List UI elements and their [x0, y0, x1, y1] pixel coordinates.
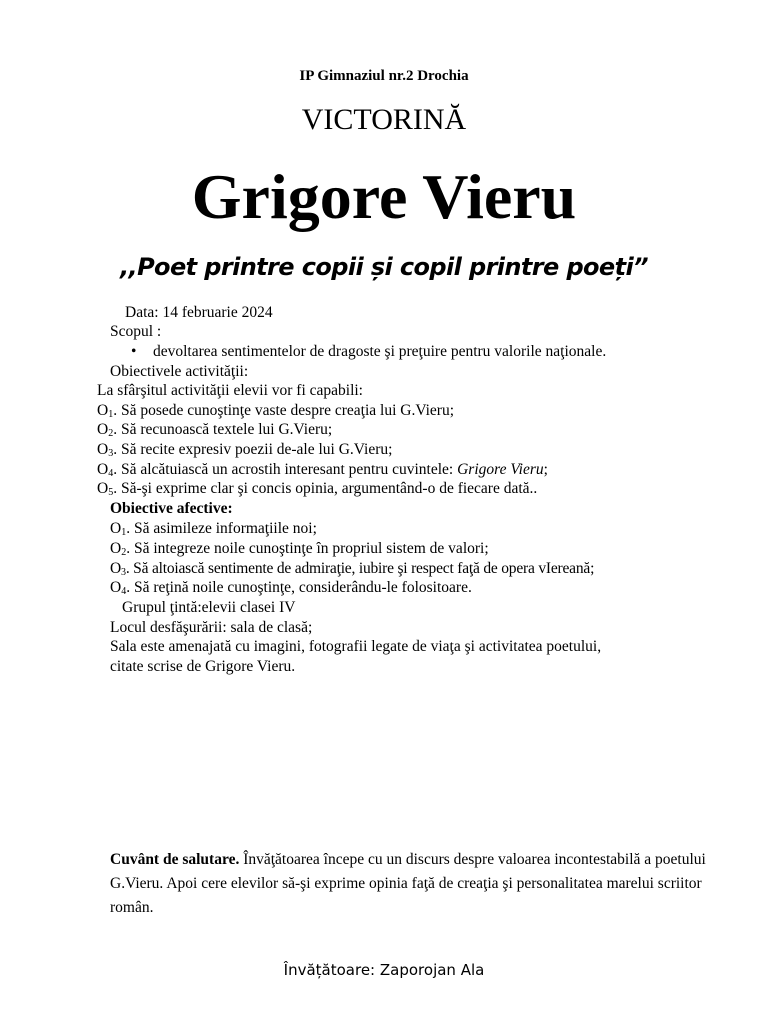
room-description-2: citate scrise de Grigore Vieru. — [110, 658, 296, 675]
objectives-label: Obiectivele activităţii: — [110, 363, 249, 380]
objective-mark: O — [97, 461, 109, 478]
objective-text: . Să integreze noile cunoştinţe în propriul sistem de valori; — [126, 540, 489, 557]
objective-mark: O — [110, 540, 122, 557]
date-line: Data: 14 februarie 2024 — [125, 304, 273, 321]
objective-5 — [97, 479, 537, 498]
bullet-icon: • — [131, 343, 137, 360]
objective-num: 1 — [121, 527, 127, 538]
room-description-1: Sala este amenajată cu imagini, fotografii legate de viaţa şi activitatea poetului, — [110, 638, 602, 655]
greeting-title: Cuvânt de salutare. — [110, 851, 240, 868]
affective-2 — [110, 539, 489, 558]
target-group: Grupul ţintă:elevii clasei IV — [122, 599, 296, 616]
motto: ,,Poet printre copii și copil printre poeți” — [120, 253, 648, 281]
objective-mark: O — [97, 480, 109, 497]
location-line: Locul desfăşurării: sala de clasă; — [110, 619, 313, 636]
greeting-text: Învăţătoarea începe cu un discurs despre valoarea incontestabilă a poetului G.Vieru. Apoi cere elevilor să-şi exprime opinia faţă de creaţia şi personalitatea marelui scriitor român. — [110, 851, 706, 916]
objective-num: 1 — [108, 409, 114, 420]
objective-2 — [97, 420, 332, 439]
objective-3 — [97, 440, 392, 459]
capable-line: La sfârşitul activităţii elevii vor fi capabili: — [97, 382, 363, 399]
objective-num: 2 — [108, 428, 114, 439]
scope-item-text: devoltarea sentimentelor de dragoste şi preţuire pentru valorile naţionale. — [153, 343, 607, 360]
event-title: VICTORINĂ — [301, 103, 467, 136]
objective-num: 4 — [121, 586, 127, 597]
objective-tail: ; — [543, 461, 548, 478]
scope-label: Scopul : — [110, 323, 162, 340]
school-name: IP Gimnaziul nr.2 Drochia — [299, 68, 469, 84]
affective-3 — [110, 559, 594, 578]
objective-text: . Să recunoască textele lui G.Vieru; — [113, 421, 333, 438]
affective-4 — [110, 578, 472, 597]
objective-italic: Grigore Vieru — [457, 461, 544, 478]
greeting-paragraph — [110, 848, 710, 920]
objective-text: . Să alcătuiască un acrostih interesant pentru cuvintele: — [113, 461, 458, 478]
objective-mark: O — [110, 560, 121, 577]
scope-item — [131, 342, 606, 361]
objective-text: . Să posede cunoştinţe vaste despre creaţia lui G.Vieru; — [113, 402, 455, 419]
objective-num: 3 — [121, 567, 126, 578]
objective-num: 4 — [108, 468, 114, 479]
objective-text: . Să asimileze informaţiile noi; — [126, 520, 317, 537]
objective-text: . Să altoiască sentimente de admiraţie, iubire şi respect faţă de opera vIereană; — [125, 560, 595, 577]
objective-4 — [97, 460, 548, 479]
objective-num: 2 — [121, 547, 127, 558]
objective-mark: O — [110, 520, 122, 537]
objective-text: . Să reţină noile cunoştinţe, considerându-le folositoare. — [126, 579, 472, 596]
affective-title: Obiective afective: — [110, 500, 233, 517]
objective-num: 5 — [108, 487, 114, 498]
objective-text: . Să recite expresiv poezii de-ale lui G.Vieru; — [113, 441, 393, 458]
objective-mark: O — [97, 441, 109, 458]
objective-num: 3 — [108, 448, 114, 459]
objective-mark: O — [97, 402, 109, 419]
affective-1 — [110, 519, 317, 538]
teacher-name: Învățătoare: Zaporojan Ala — [283, 961, 485, 979]
objective-text: . Să-şi exprime clar şi concis opinia, argumentând-o de fiecare dată.. — [113, 480, 538, 497]
objective-mark: O — [110, 579, 122, 596]
objective-mark: O — [97, 421, 109, 438]
objective-1 — [97, 401, 454, 420]
poet-name: Grigore Vieru — [191, 161, 577, 232]
